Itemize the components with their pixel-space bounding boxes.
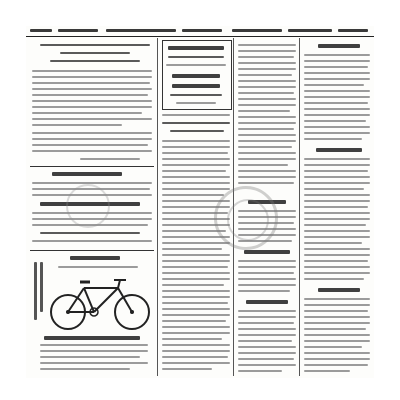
masthead: [26, 26, 374, 37]
text-line: [32, 76, 152, 78]
text-line: [304, 266, 370, 268]
text-line: [304, 334, 370, 336]
text-line: [238, 352, 296, 354]
text-line: [304, 158, 370, 160]
text-line: [162, 146, 230, 148]
text-line: [162, 254, 230, 256]
text-line: [238, 364, 296, 366]
text-line: [238, 152, 296, 154]
masthead-issue: [106, 29, 176, 32]
text-line: [162, 326, 230, 328]
text-line: [304, 358, 370, 360]
text-line: [238, 92, 294, 94]
text-line: [304, 108, 370, 110]
text-line: [304, 126, 370, 128]
text-line: [40, 362, 148, 364]
text-line: [238, 272, 294, 274]
text-line: [304, 304, 370, 306]
text-line: [162, 302, 228, 304]
text-line: [304, 102, 368, 104]
text-line: [162, 284, 224, 286]
text-line: [32, 70, 152, 72]
text-line: [304, 316, 370, 318]
text-line: [238, 328, 296, 330]
text-line: [238, 182, 294, 184]
ad-subheading: [58, 266, 138, 268]
text-line: [238, 310, 296, 312]
masthead-day: [232, 29, 282, 32]
text-line: [238, 176, 296, 178]
section-heading: [52, 172, 122, 176]
text-line: [304, 206, 368, 208]
text-line: [304, 170, 368, 172]
text-line: [238, 290, 290, 292]
text-line: [304, 138, 362, 140]
text-line: [304, 96, 370, 98]
text-line: [304, 272, 370, 274]
text-line: [238, 334, 296, 336]
text-line: [238, 322, 294, 324]
text-line: [162, 152, 228, 154]
masthead-title-left: [58, 29, 98, 32]
text-line: [32, 82, 150, 84]
text-line: [162, 332, 230, 334]
masthead-month: [288, 29, 332, 32]
text-line: [304, 188, 364, 190]
text-line: [304, 66, 368, 68]
ad-footer: [44, 336, 140, 340]
text-line: [238, 116, 296, 118]
text-line: [238, 170, 296, 172]
text-line: [162, 266, 228, 268]
text-line: [162, 320, 226, 322]
text-line: [162, 278, 230, 280]
seal-stamp: [214, 186, 278, 250]
text-line: [162, 164, 230, 166]
text-line: [238, 98, 296, 100]
section-heading: [172, 84, 220, 88]
text-line: [304, 164, 370, 166]
column-rule: [157, 38, 158, 376]
text-line: [176, 102, 216, 104]
text-line: [162, 260, 230, 262]
bicycle-illustration: [48, 272, 152, 332]
masthead-page: [182, 29, 222, 32]
text-line: [304, 200, 370, 202]
text-line: [238, 284, 296, 286]
text-line: [304, 364, 368, 366]
text-line: [238, 128, 294, 130]
column-rule: [299, 38, 300, 376]
text-line: [238, 164, 288, 166]
text-line: [32, 112, 142, 114]
text-line: [304, 224, 366, 226]
text-line: [238, 158, 296, 160]
text-line: [304, 298, 370, 300]
text-line: [238, 316, 296, 318]
section-heading: [246, 300, 288, 304]
text-line: [162, 362, 230, 364]
text-line: [32, 124, 122, 126]
text-line: [162, 296, 230, 298]
masthead-year: [338, 29, 368, 32]
text-line: [162, 158, 230, 160]
text-line: [238, 104, 296, 106]
text-line: [32, 100, 152, 102]
text-line: [32, 144, 148, 146]
section-heading: [316, 148, 362, 152]
text-line: [162, 272, 230, 274]
text-line: [162, 344, 230, 346]
text-line: [162, 140, 230, 142]
text-line: [32, 150, 152, 152]
text-line: [238, 50, 296, 52]
text-line: [304, 194, 370, 196]
text-line: [238, 278, 296, 280]
masthead-date: [30, 29, 52, 32]
section-heading: [168, 46, 224, 50]
section-heading: [172, 74, 220, 78]
text-line: [166, 64, 226, 66]
section-divider: [30, 250, 154, 251]
text-line: [304, 242, 362, 244]
text-line: [304, 54, 370, 56]
text-line: [304, 176, 370, 178]
text-line: [238, 266, 296, 268]
text-line: [162, 308, 230, 310]
text-line: [162, 314, 230, 316]
section-divider: [30, 166, 154, 167]
text-line: [304, 248, 370, 250]
section-heading: [244, 250, 290, 254]
text-line: [162, 248, 222, 250]
text-line: [238, 74, 292, 76]
text-line: [304, 120, 366, 122]
text-line: [238, 86, 296, 88]
text-line: [162, 338, 222, 340]
text-line: [238, 370, 282, 372]
text-line: [238, 110, 290, 112]
text-line: [162, 242, 230, 244]
section-heading: [318, 44, 360, 48]
text-line: [304, 278, 364, 280]
text-line: [40, 356, 140, 358]
text-line: [162, 176, 230, 178]
text-line: [304, 322, 370, 324]
text-line: [162, 194, 224, 196]
text-line: [238, 56, 294, 58]
text-line: [80, 158, 140, 160]
seal-stamp: [66, 184, 110, 228]
text-line: [32, 88, 152, 90]
text-line: [304, 346, 362, 348]
ad-vertical-text: [34, 262, 37, 320]
text-line: [304, 218, 370, 220]
text-line: [238, 134, 296, 136]
text-line: [304, 78, 370, 80]
text-line: [238, 146, 292, 148]
text-line: [304, 328, 366, 330]
text-line: [304, 236, 370, 238]
seal-stamp-inner-ring: [227, 199, 269, 241]
text-line: [304, 84, 364, 86]
section-heading: [318, 288, 360, 292]
text-line: [238, 62, 296, 64]
ad-heading: [70, 256, 120, 260]
text-line: [304, 90, 370, 92]
text-line: [32, 132, 152, 134]
text-line: [162, 114, 230, 116]
text-line: [304, 260, 368, 262]
text-line: [238, 140, 296, 142]
text-line: [162, 170, 226, 172]
text-line: [304, 182, 370, 184]
text-line: [32, 106, 152, 108]
text-line: [238, 44, 296, 46]
text-line: [32, 94, 148, 96]
text-line: [304, 72, 370, 74]
text-line: [304, 310, 368, 312]
text-line: [32, 118, 152, 120]
text-line: [238, 346, 296, 348]
text-line: [162, 188, 230, 190]
text-line: [238, 122, 296, 124]
text-line: [304, 340, 370, 342]
text-line: [304, 60, 370, 62]
text-line: [304, 114, 370, 116]
text-line: [304, 254, 370, 256]
text-line: [40, 368, 130, 370]
text-line: [40, 350, 148, 352]
text-line: [304, 212, 370, 214]
text-line: [304, 370, 350, 372]
text-line: [32, 240, 152, 242]
text-line: [238, 358, 294, 360]
text-line: [304, 352, 370, 354]
text-line: [238, 80, 296, 82]
text-line: [304, 132, 370, 134]
ad-vertical-text: [40, 262, 43, 312]
text-line: [238, 260, 296, 262]
text-line: [304, 230, 370, 232]
text-line: [32, 138, 152, 140]
text-line: [162, 350, 230, 352]
text-line: [238, 68, 296, 70]
text-line: [238, 340, 292, 342]
text-line: [162, 290, 230, 292]
text-line: [40, 344, 148, 346]
text-line: [162, 182, 230, 184]
text-line: [162, 356, 228, 358]
text-line: [162, 368, 212, 370]
